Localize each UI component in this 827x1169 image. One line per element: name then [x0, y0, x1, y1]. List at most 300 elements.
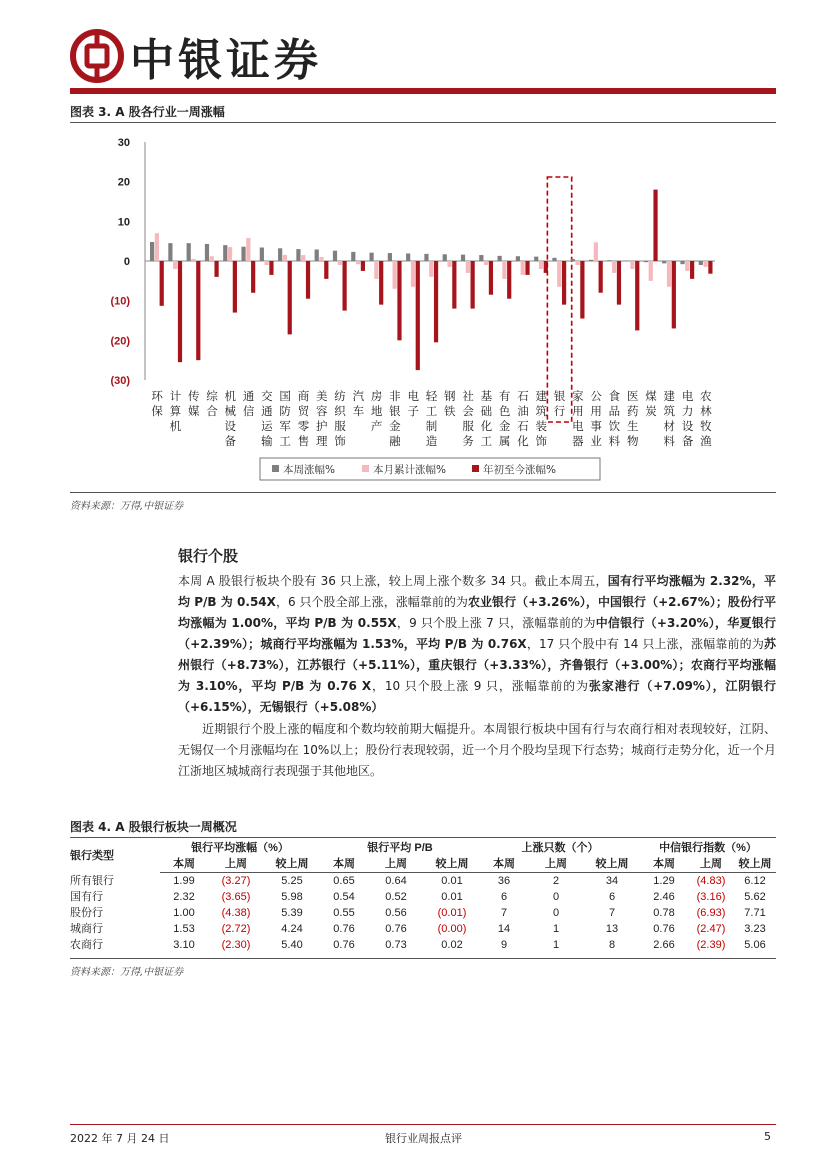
- header-group: 银行平均涨幅（%）: [191, 842, 289, 854]
- bar-week: [699, 261, 703, 265]
- bar-ytd: [397, 261, 401, 340]
- category-label-char: 子: [407, 404, 419, 418]
- bar-month: [484, 261, 488, 265]
- industry-weekly-chart: [70, 128, 776, 490]
- bar-week: [260, 248, 264, 261]
- category-label-char: 护: [316, 419, 328, 433]
- bar-month: [612, 261, 616, 273]
- bar-month: [374, 261, 378, 279]
- category-label-char: 用: [572, 404, 584, 418]
- table-row: [70, 937, 776, 953]
- table-cell: 14: [497, 923, 511, 935]
- category-label-char: 售: [297, 434, 310, 448]
- category-label-char: 物: [626, 434, 639, 448]
- bar-ytd: [214, 261, 218, 277]
- bar-week: [571, 259, 575, 261]
- table-cell: 2.46: [653, 891, 675, 903]
- table-cell: 0.02: [441, 939, 463, 951]
- category-label-char: 理: [316, 434, 328, 448]
- legend-label: 本周涨幅%: [283, 464, 335, 476]
- category-label-char: 础: [480, 404, 493, 418]
- category-label-char: 车: [352, 404, 365, 418]
- legend-label: 本月累计涨幅%: [373, 464, 446, 476]
- category-label-char: 合: [206, 404, 218, 418]
- table-cell: (4.83): [696, 875, 726, 887]
- category-label-char: 建: [663, 389, 676, 403]
- bar-ytd: [525, 261, 529, 275]
- footer-date: 2022 年 7 月 24 日: [70, 1132, 170, 1145]
- row-label: 所有银行: [70, 874, 114, 887]
- category-label-char: 轻: [425, 389, 438, 403]
- text-run: ，9 只个股上涨 7 只，涨幅靠前的为: [396, 616, 596, 630]
- bar-ytd: [416, 261, 420, 370]
- category-label-char: 电: [572, 419, 584, 433]
- divider: [70, 492, 776, 493]
- category-label-char: 媒: [187, 404, 200, 418]
- bar-month: [557, 261, 561, 287]
- bar-week: [168, 243, 172, 261]
- subheader-cell: 较上周: [424, 856, 480, 873]
- category-label-char: 计: [169, 389, 182, 403]
- category-label-char: 融: [389, 434, 401, 448]
- bar-month: [301, 255, 305, 261]
- bar-week: [333, 251, 337, 261]
- category-label-char: 化: [517, 434, 529, 448]
- y-tick-label: 10: [117, 216, 130, 229]
- y-tick-label: (30): [110, 375, 130, 387]
- bar-week: [516, 256, 520, 261]
- text-run: 本周 A 股银行板块个股有 36 只上涨，较上周上涨个数多 34 只。截止本周五，: [178, 574, 608, 588]
- row-label: 股份行: [70, 907, 103, 919]
- table-cell: 7: [608, 907, 616, 919]
- table-cell: 9: [500, 939, 508, 951]
- table-cell: (2.39): [696, 939, 726, 951]
- table-cell: 0.76: [333, 939, 355, 951]
- table-row: [70, 921, 776, 937]
- bar-month: [173, 261, 177, 269]
- table-header-row: [70, 840, 776, 856]
- category-label-char: 金: [498, 419, 511, 433]
- bar-month: [447, 261, 451, 267]
- table-row: [70, 889, 776, 905]
- table-cell: (3.27): [221, 875, 251, 887]
- y-tick-label: (10): [110, 295, 130, 308]
- bar-week: [315, 249, 319, 261]
- bar-week: [187, 243, 191, 261]
- category-label-char: 医: [626, 389, 639, 403]
- bar-month: [338, 261, 342, 265]
- subheader-cell: 较上周: [734, 856, 776, 873]
- category-label-char: 国: [279, 389, 291, 403]
- bar-ytd: [452, 261, 456, 309]
- bar-ytd: [288, 261, 292, 334]
- category-label-char: 材: [663, 419, 676, 433]
- bar-week: [644, 261, 648, 262]
- bar-ytd: [672, 261, 676, 328]
- bar-month: [685, 261, 689, 271]
- category-label-char: 公: [590, 389, 602, 403]
- table-subheader-row: [70, 856, 776, 873]
- category-label-char: 牧: [700, 419, 712, 433]
- table-cell: 1.53: [173, 923, 195, 935]
- page-number: 5: [764, 1130, 771, 1143]
- table-cell: 0.01: [441, 875, 463, 887]
- bold-run: 国有行平均涨幅为 2.32%，平均 P/B 为 0.54X: [178, 574, 776, 609]
- bold-run: 中信银行（+3.20%），华夏银行（+2.39%）；城商行平均涨幅为 1.53%，平均 P/B 为 0.76X: [178, 616, 777, 651]
- category-label-char: 织: [334, 404, 346, 418]
- company-name: 中银证券: [130, 35, 322, 86]
- category-label-char: 服: [462, 419, 474, 433]
- bar-week: [223, 245, 227, 261]
- category-label-char: 械: [224, 404, 237, 418]
- category-label-char: 煤: [645, 389, 657, 403]
- category-label-char: 业: [590, 434, 602, 448]
- section-paragraph-2: 近期银行个股上涨的幅度和个数均较前期大幅提升。本周银行板块中国有行与农商行相对表现较好，江阴、无锡仅一个月涨幅均在 10%以上；股份行表现较弱，近一个月个股均呈现下行态势；城商行走势分化，近一个月江浙地区城城商行表现强于其他地区。: [178, 722, 776, 778]
- bold-run: 张家港行（+7.09%），江阴银行（+6.15%），无锡银行（+5.08%）: [178, 679, 776, 714]
- bar-month: [667, 261, 671, 287]
- row-label: 国有行: [70, 891, 103, 903]
- header-bar: [70, 88, 776, 94]
- bar-month: [319, 257, 323, 261]
- table-cell: 1.00: [173, 907, 195, 919]
- table-cell: 5.39: [281, 907, 303, 919]
- bar-month: [539, 261, 543, 269]
- bar-ytd: [599, 261, 603, 293]
- category-label-char: 属: [498, 434, 511, 448]
- bar-week: [351, 252, 355, 261]
- table-cell: 0.65: [333, 875, 355, 887]
- category-label-char: 银: [553, 389, 566, 403]
- bold-run: 苏州银行（+8.73%），江苏银行（+5.11%），重庆银行（+3.33%），齐鲁银行（+3.00%）；农商行平均涨幅为 3.10%，平均 P/B 为 0.76 X: [178, 637, 776, 693]
- table-cell: (2.47): [696, 923, 726, 935]
- category-label-char: 机: [169, 419, 182, 433]
- table-cell: 0: [552, 891, 560, 903]
- category-label-char: 地: [370, 404, 383, 418]
- category-label-char: 商: [297, 389, 310, 403]
- subheader-cell: 本周: [320, 856, 368, 873]
- bar-ytd: [196, 261, 200, 360]
- category-label-char: 交: [261, 389, 273, 403]
- bar-ytd: [434, 261, 438, 342]
- category-label-char: 饰: [535, 434, 547, 448]
- category-label-char: 饮: [608, 419, 621, 433]
- category-label-char: 化: [480, 419, 493, 433]
- category-label-char: 设: [224, 419, 237, 433]
- table-cell: (2.72): [221, 923, 251, 935]
- bar-week: [479, 255, 483, 261]
- footer-rule: [70, 1124, 776, 1125]
- bar-week: [205, 244, 209, 261]
- table-cell: 1: [552, 923, 560, 935]
- bar-month: [466, 261, 470, 273]
- bar-month: [283, 255, 287, 261]
- figure3-source: 资料来源：万得,中银证券: [70, 501, 184, 512]
- header-group: 银行平均 P/B: [367, 842, 433, 854]
- category-label-char: 运: [261, 419, 273, 433]
- category-label-char: 制: [425, 419, 438, 433]
- y-tick-label: 30: [117, 137, 130, 149]
- text-run: ，10 只个股上涨 9 只，涨幅靠前的为: [371, 679, 589, 693]
- category-label-char: 美: [316, 389, 328, 403]
- table-cell: 4.24: [281, 923, 303, 935]
- category-label-char: 房: [370, 389, 383, 403]
- figure3-title: 图表 3. A 股各行业一周涨幅: [70, 105, 225, 119]
- category-label-char: 力: [681, 404, 694, 418]
- bar-month: [246, 238, 250, 261]
- header-group: 中信银行指数（%）: [659, 842, 757, 854]
- table-cell: 0.76: [653, 923, 675, 935]
- category-label-char: 筑: [535, 404, 547, 418]
- table-cell: 7.71: [744, 907, 766, 919]
- bar-month: [210, 256, 214, 261]
- category-label-char: 汽: [352, 389, 365, 403]
- category-label-char: 钢: [444, 389, 456, 403]
- table-cell: 0.78: [653, 907, 675, 919]
- bar-ytd: [690, 261, 694, 279]
- bar-week: [662, 261, 666, 263]
- subheader-cell: 本周: [640, 856, 688, 873]
- table-cell: 5.40: [281, 939, 303, 951]
- table-cell: 6.12: [744, 875, 766, 887]
- table-row: [70, 905, 776, 921]
- table-cell: 5.25: [281, 875, 303, 887]
- category-label-char: 纺: [334, 389, 346, 403]
- category-label-char: 环: [151, 389, 163, 403]
- bar-week: [278, 248, 282, 261]
- legend-swatch: [362, 465, 369, 472]
- row-label: 城商行: [70, 923, 103, 935]
- category-label-char: 传: [187, 389, 200, 403]
- subheader-cell: 上周: [368, 856, 424, 873]
- figure4-source: 资料来源：万得,中银证券: [70, 967, 184, 978]
- table-cell: (0.01): [437, 907, 467, 919]
- legend-label: 年初至今涨幅%: [483, 464, 556, 476]
- bar-week: [680, 261, 684, 264]
- table-cell: 3.23: [744, 923, 766, 935]
- bar-ytd: [471, 261, 475, 309]
- table-cell: 34: [605, 875, 619, 887]
- bar-month: [521, 261, 525, 275]
- category-label-char: 器: [572, 434, 584, 448]
- bar-week: [443, 254, 447, 261]
- category-label-char: 有: [498, 389, 511, 403]
- category-label-char: 综: [206, 389, 218, 403]
- category-label-char: 社: [462, 389, 474, 403]
- y-tick-label: (20): [110, 335, 130, 348]
- category-label-char: 饰: [334, 434, 346, 448]
- category-label-char: 石: [517, 389, 529, 403]
- subheader-cell: 上周: [208, 856, 264, 873]
- highlight-box: [547, 177, 571, 422]
- table-cell: 5.06: [744, 939, 766, 951]
- bar-ytd: [324, 261, 328, 279]
- category-label-char: 造: [425, 434, 438, 448]
- category-label-char: 色: [498, 404, 511, 418]
- bar-month: [411, 261, 415, 287]
- bar-ytd: [635, 261, 639, 330]
- bar-ytd: [178, 261, 182, 362]
- table-cell: 2: [552, 875, 560, 887]
- subheader-cell: 较上周: [584, 856, 640, 873]
- bar-ytd: [361, 261, 365, 271]
- bar-week: [406, 253, 410, 261]
- category-label-char: 基: [480, 389, 493, 403]
- category-label-char: 设: [681, 419, 694, 433]
- subheader-cell: 上周: [688, 856, 734, 873]
- category-label-char: 建: [535, 389, 547, 403]
- table-cell: 7: [500, 907, 508, 919]
- bar-month: [649, 261, 653, 281]
- category-label-char: 工: [480, 434, 493, 448]
- category-label-char: 服: [334, 419, 346, 433]
- bar-month: [356, 261, 360, 264]
- table-cell: (2.30): [221, 939, 251, 951]
- bar-ytd: [251, 261, 255, 293]
- bar-ytd: [160, 261, 164, 306]
- category-label-char: 算: [169, 404, 182, 418]
- legend-swatch: [272, 465, 279, 472]
- brand-header: [70, 24, 322, 88]
- category-label-char: 林: [700, 404, 712, 418]
- category-label-char: 保: [151, 404, 163, 418]
- table-cell: (6.93): [696, 907, 726, 919]
- table-cell: 6: [608, 891, 616, 903]
- bar-ytd: [562, 261, 566, 305]
- divider: [70, 958, 776, 959]
- category-label-char: 工: [425, 404, 438, 418]
- bar-month: [630, 261, 634, 269]
- table-cell: 0.76: [385, 923, 407, 935]
- bar-week: [589, 260, 593, 261]
- category-label-char: 防: [279, 404, 291, 418]
- bar-week: [369, 253, 373, 261]
- table-cell: 0.54: [333, 891, 355, 903]
- table-cell: 1.99: [173, 875, 195, 887]
- category-label-char: 会: [462, 404, 474, 418]
- bar-ytd: [233, 261, 237, 313]
- category-label-char: 装: [535, 419, 547, 433]
- boc-logo-icon: [70, 29, 124, 83]
- section-title: 银行个股: [178, 547, 239, 565]
- bar-ytd: [617, 261, 621, 305]
- category-label-char: 务: [462, 434, 474, 448]
- subheader-cell: 上周: [528, 856, 584, 873]
- bar-week: [150, 242, 154, 261]
- text-run: ，6 只个股全部上涨，涨幅靠前的为: [275, 595, 468, 609]
- category-label-char: 料: [608, 434, 621, 448]
- bar-month: [155, 233, 159, 261]
- table-cell: (3.16): [696, 891, 726, 903]
- divider: [70, 837, 776, 838]
- table-cell: (0.00): [437, 923, 467, 935]
- bar-month: [704, 261, 708, 267]
- category-label-char: 料: [663, 434, 676, 448]
- category-label-char: 行: [553, 404, 566, 418]
- table-cell: 0.64: [385, 875, 407, 887]
- category-label-char: 零: [297, 419, 310, 433]
- bold-run: 农业银行（+3.26%），中国银行（+2.67%）；股份行平均涨幅为 1.00%，平均 P/B 为 0.55X: [178, 595, 777, 630]
- section-paragraph-1: [178, 571, 776, 718]
- bar-month: [393, 261, 397, 289]
- table-cell: 0.76: [333, 923, 355, 935]
- row-label: 农商行: [70, 939, 103, 951]
- bar-week: [534, 257, 538, 261]
- category-label-char: 电: [681, 389, 694, 403]
- y-tick-label: 0: [123, 256, 130, 268]
- bar-week: [241, 247, 245, 261]
- table-cell: 5.98: [281, 891, 303, 903]
- category-label-char: 备: [681, 434, 694, 448]
- bar-ytd: [507, 261, 511, 299]
- category-label-char: 机: [224, 389, 237, 403]
- category-label-char: 产: [370, 419, 383, 433]
- category-label-char: 渔: [700, 434, 712, 448]
- bar-ytd: [708, 261, 712, 274]
- subheader-cell: 本周: [480, 856, 528, 873]
- category-label-char: 金: [389, 419, 401, 433]
- bar-week: [388, 253, 392, 261]
- bar-ytd: [269, 261, 273, 275]
- category-label-char: 工: [279, 434, 291, 448]
- table-cell: 0.55: [333, 907, 355, 919]
- bar-week: [424, 254, 428, 261]
- y-tick-label: 20: [117, 176, 130, 189]
- bar-week: [296, 249, 300, 261]
- table-cell: 13: [605, 923, 619, 935]
- bar-week: [498, 256, 502, 261]
- category-label-char: 石: [517, 419, 529, 433]
- table-cell: 2.66: [653, 939, 675, 951]
- table-cell: (3.65): [221, 891, 251, 903]
- bar-month: [191, 259, 195, 261]
- category-label-char: 生: [626, 419, 639, 433]
- subheader-cell: 本周: [160, 856, 208, 873]
- category-label-char: 非: [389, 389, 401, 403]
- category-label-char: 药: [626, 404, 639, 418]
- category-label-char: 品: [608, 404, 621, 418]
- bar-month: [429, 261, 433, 277]
- table-cell: 2.32: [173, 891, 195, 903]
- text-run: ，17 只个股中有 14 只上涨，涨幅靠前的为: [526, 637, 764, 651]
- table-row: [70, 873, 776, 890]
- bar-week: [626, 261, 630, 262]
- bar-month: [265, 261, 269, 265]
- divider: [70, 122, 776, 123]
- category-label-char: 筑: [663, 404, 676, 418]
- bar-week: [461, 255, 465, 261]
- table-cell: 3.10: [173, 939, 195, 951]
- bar-month: [502, 261, 506, 279]
- header-group: 上涨只数（个）: [521, 842, 599, 854]
- legend-swatch: [472, 465, 479, 472]
- bar-week: [552, 258, 556, 261]
- bar-week: [607, 260, 611, 261]
- category-label-char: 事: [590, 419, 602, 433]
- bar-month: [575, 261, 579, 265]
- category-label-char: 银: [389, 404, 401, 418]
- header-bank-type: 银行类型: [70, 850, 114, 863]
- category-label-char: 容: [316, 404, 328, 418]
- table-cell: 0.01: [441, 891, 463, 903]
- bank-summary-table: [70, 840, 776, 953]
- bar-ytd: [653, 190, 657, 261]
- category-label-char: 军: [279, 419, 291, 433]
- category-label-char: 用: [590, 404, 602, 418]
- bar-ytd: [306, 261, 310, 299]
- category-label-char: 电: [407, 389, 419, 403]
- category-label-char: 通: [261, 404, 273, 418]
- category-label-char: 农: [700, 389, 712, 403]
